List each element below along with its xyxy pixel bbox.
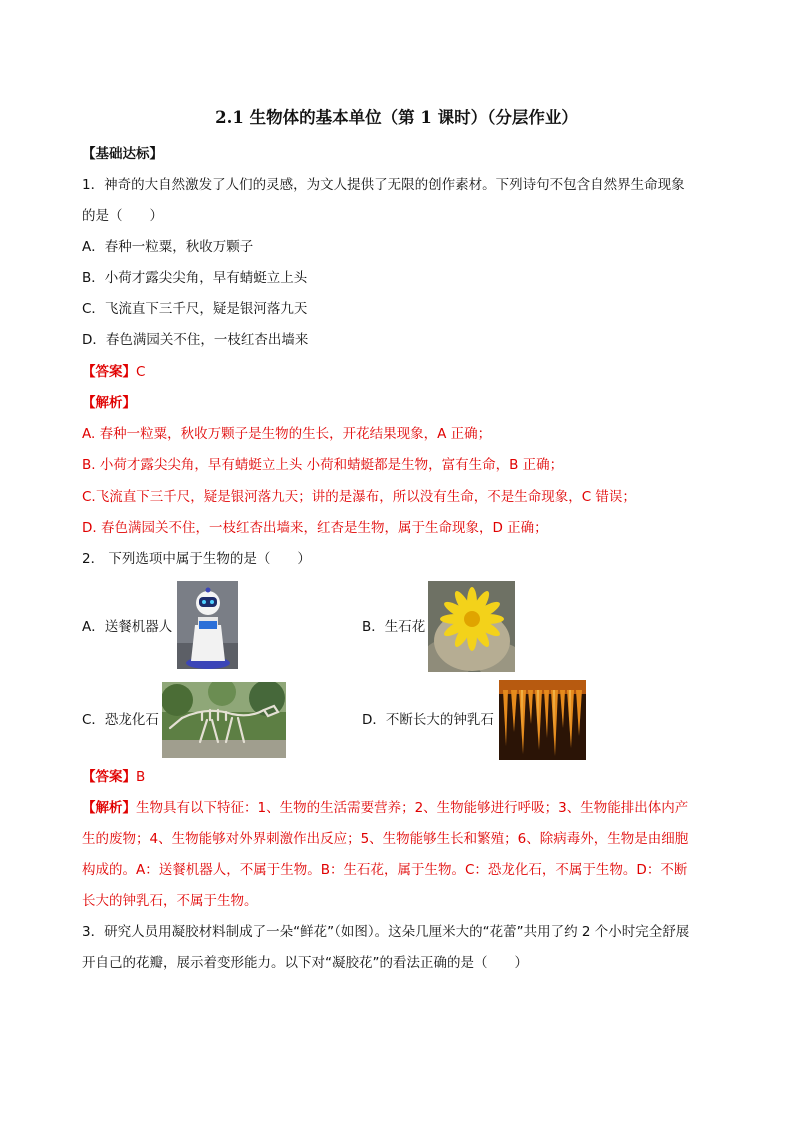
stalactite-image bbox=[499, 680, 586, 760]
q2-answer-value: B bbox=[136, 769, 146, 785]
q1-option-a: A．春种一粒粟，秋收万颗子 bbox=[82, 239, 254, 255]
q1-answer-value: C bbox=[136, 364, 146, 380]
q2-option-a: A．送餐机器人 bbox=[82, 619, 173, 635]
q3-stem-line1: 3．研究人员用凝胶材料制成了一朵“鲜花”（如图）。这朵几厘米大的“花蕾”共用了约 2 个小时完全舒展 bbox=[82, 924, 690, 940]
q3-stem-line2: 开自己的花瓣，展示着变形能力。以下对“凝胶花”的看法正确的是（ ） bbox=[82, 955, 528, 971]
q1-option-d: D．春色满园关不住，一枝红杏出墙来 bbox=[82, 332, 309, 348]
q1-analysis-b: B. 小荷才露尖尖角，早有蜻蜓立上头 小荷和蜻蜓都是生物，富有生命，B 正确； bbox=[82, 457, 564, 473]
q1-option-c: C．飞流直下三千尺，疑是银河落九天 bbox=[82, 301, 308, 317]
q1-analysis-a: A. 春种一粒粟，秋收万颗子是生物的生长，开花结果现象，A 正确； bbox=[82, 426, 492, 442]
q2-analysis-line1 bbox=[82, 798, 688, 818]
living-stone-flower-image bbox=[428, 581, 515, 672]
q1-answer-label: 【答案】 bbox=[82, 364, 136, 380]
q2-option-d: D．不断长大的钟乳石 bbox=[362, 712, 494, 728]
q2-option-b: B．生石花 bbox=[362, 619, 426, 635]
section-heading: 【基础达标】 bbox=[82, 146, 163, 162]
q2-analysis-line4: 长大的钟乳石，不属于生物。 bbox=[82, 893, 258, 909]
q2-option-c: C．恐龙化石 bbox=[82, 712, 159, 728]
q1-analysis-d: D. 春色满园关不住，一枝红杏出墙来，红杏是生物，属于生命现象，D 正确； bbox=[82, 520, 548, 536]
q2-analysis-line2: 生的废物；4、生物能够对外界刺激作出反应；5、生物能够生长和繁殖；6、除病毒外，生物是由细胞 bbox=[82, 831, 689, 847]
q2-answer bbox=[82, 767, 145, 787]
q1-answer bbox=[82, 362, 145, 382]
q2-answer-label: 【答案】 bbox=[82, 769, 136, 785]
q2-analysis-label: 【解析】 bbox=[82, 800, 136, 816]
q2-analysis-text1: 生物具有以下特征：1、生物的生活需要营养；2、生物能够进行呼吸；3、生物能排出体内产 bbox=[136, 800, 689, 816]
robot-image bbox=[177, 581, 238, 669]
q1-stem-line2: 的是（ ） bbox=[82, 208, 163, 224]
page-title: 2.1 生物体的基本单位（第 1 课时）（分层作业） bbox=[215, 108, 578, 127]
q2-analysis-line3: 构成的。A：送餐机器人，不属于生物。B：生石花，属于生物。C：恐龙化石，不属于生物。D：不断 bbox=[82, 862, 688, 878]
q1-analysis-c: C.飞流直下三千尺，疑是银河落九天；讲的是瀑布，所以没有生命，不是生命现象，C 错误； bbox=[82, 489, 636, 505]
q1-analysis-label: 【解析】 bbox=[82, 395, 136, 411]
q1-option-b: B．小荷才露尖尖角，早有蜻蜓立上头 bbox=[82, 270, 308, 286]
q1-stem-line1: 1．神奇的大自然激发了人们的灵感，为文人提供了无限的创作素材。下列诗句不包含自然界生命现象 bbox=[82, 177, 685, 193]
q2-stem: 2． 下列选项中属于生物的是（ ） bbox=[82, 551, 311, 567]
dinosaur-fossil-image bbox=[162, 682, 286, 758]
